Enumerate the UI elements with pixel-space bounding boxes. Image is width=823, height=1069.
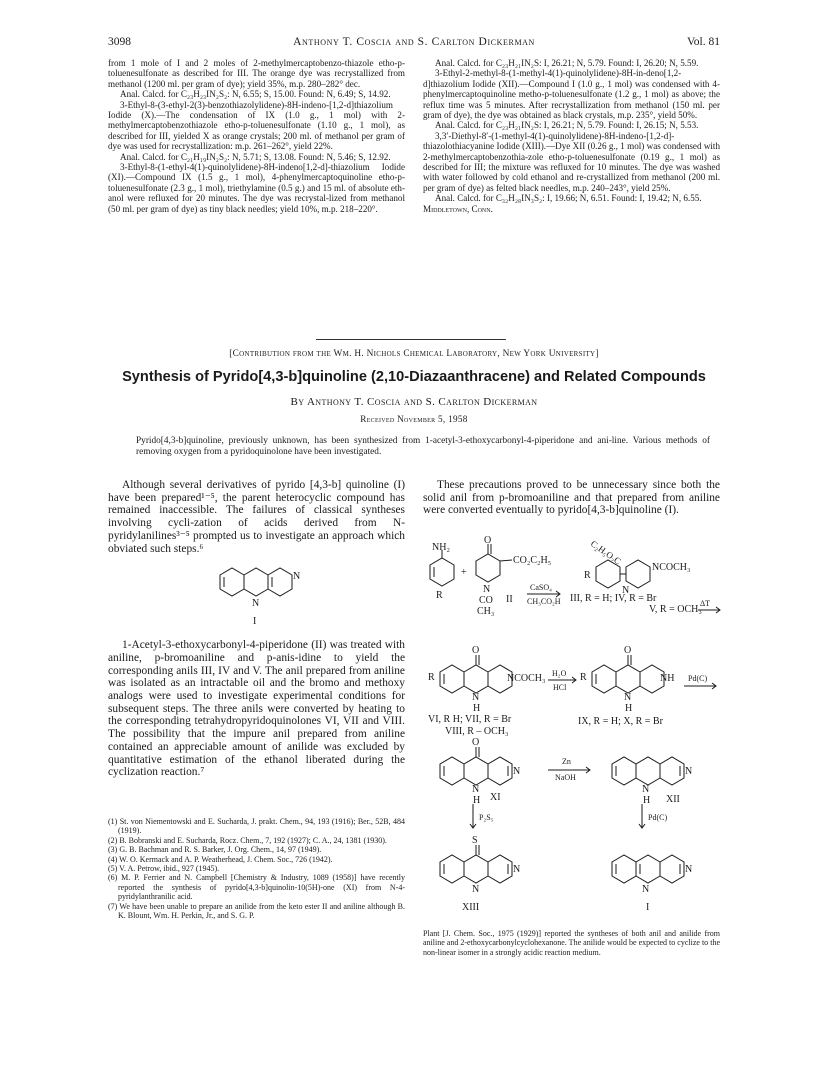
body-paragraph: Although several derivatives of pyrido [4,3-b] quinoline (I) have been prepared¹⁻⁵, the parent heterocyclic compound has remained inaccessible. The failures of classical syntheses involving cycli-zation of acids derived from N-pyridylanilines³⁻⁵ prompted us to investigate an approach which obviated such steps.⁶ [108,479,405,555]
hydrogen-label: H [643,795,651,806]
reagent-label: H₂O [552,669,567,678]
atom-label: N [642,884,650,895]
reagent-label: HCl [553,683,567,692]
methyl-label: CH₃ [477,606,495,617]
article-title: Synthesis of Pyrido[4,3-b]quinoline (2,10-Diazaanthracene) and Related Compounds [122,369,706,385]
analysis-line: Anal. Calcd. for C₂₁H₁₉IN₂S₂: N, 5.71; S, 13.08. Found: N, 5.46; S, 12.92. [120,151,391,162]
dehydrogenation-arrow [684,683,716,689]
footnote: (4) W. O. Kermack and A. P. Weatherhead, J. Chem. Soc., 726 (1942). [108,854,333,864]
compound-label-III-IV: III, R = H; IV, R = Br [570,593,657,604]
hydrogen-label: H [473,795,481,806]
substituent-R: R [584,570,591,581]
acetyl-amide-label: NCOCH₃ [507,673,546,684]
compound-label-I: I [253,616,257,627]
analysis-line: Anal. Calcd. for C₂₃H₂₁IN₂S: I, 26.21; N, 5.79. Found: I, 26.15; N, 5.53. [435,120,699,131]
hydrogen-label: H [625,703,633,714]
structure-I [220,568,292,596]
analysis-line: Anal. Calcd. for C₂₃H₂₁IN₂S: I, 26.21; N, 5.79. Found: I, 26.20; N, 5.59. [435,58,699,68]
compound-label-XIII: XIII [462,902,480,913]
atom-label: N [513,864,521,875]
substituent-R: R [436,590,443,601]
contribution-line: [Contribution from the Wm. H. Nichols Chemical Laboratory, New York University] [229,349,599,359]
atom-label: N [472,692,480,703]
compound-label-XI: XI [490,792,501,803]
down-arrow-right [639,804,645,828]
down-arrow-left [470,804,476,828]
atom-label: S [472,835,478,846]
volume-number: Vol. 81 [686,36,720,48]
dihydro-XII-structure [612,757,684,785]
atom-label: N [472,884,480,895]
compound-label-V: V, R = OCH₃ [649,604,702,615]
compound-paragraph: 3-Ethyl-8-(1-ethyl-4(1)-quinolylidene)-8H-indeno[1,2-d]-thiazolium Iodide (XI).—Compound IX (1.5 g., 1 mol), 4-phenylmercaptoquinoline etho-p-toluenesulfonate (2.3 g., 1 mol), triethylamine (0.5 g.) and 15 ml. of absolute eth-anol were refluxed for 20 minutes. The dye was recrystal-lized from methanol (50 ml. per gram of dye) as tiny black needles; yield 10%, m.p. 218–220°. [108,162,405,214]
reagent-label: Pd(C) [648,813,668,822]
compound-paragraph: 3,3′-Diethyl-8′-(1-methyl-4(1)-quinolylidene)-8H-indeno-[1,2-d]-thiazolothiacyanine Iodide (XIII).—Dye XII (0.26 g., 1 mol) was condensed with 2-methylmercaptobenzothia-zole etho-p-toluenesulfonate (0.19 g., 1 mol) as described for III; the mixture was refluxed for 10 minutes. The dye was washed with water followed by cold ethanol and re-crystallized from methanol (200 ml. per gram of dye) as felted black needles, m.p. 240–243°, yield 25%. [423,130,720,193]
atom-label: N [293,571,301,582]
compound-label-II: II [506,594,513,605]
reagent-label: Pd(C) [688,674,708,683]
aniline-structure [430,550,454,586]
atom-label: O [624,645,632,656]
footnote: (3) G. B. Bachman and R. S. Barker, J. Org. Chem., 14, 97 (1949). [108,845,322,855]
page-number: 3098 [108,36,131,48]
atom-label: N [483,584,491,595]
acyl-label: CO [479,595,493,606]
acetyl-amide-label: NCOCH₃ [652,562,691,573]
body-paragraph: 1-Acetyl-3-ethoxycarbonyl-4-piperidone (II) was treated with aniline, p-bromoaniline and p-anis-idine to yield the corresponding anils III, IV and V. The anil prepared from aniline was isolated as an intractable oil and the bromo and methoxy analogs were used to investigate experimental conditions for subsequent steps. The three anils were converted by heating to the corresponding tetrahydropyridoquinolones VI, VII and VIII. The possibility that the impure anil prepared from aniline contained an appreciable amount of anilide was excluded by quantitative estimation of the ethanol liberated during the cyclization reaction.⁷ [108,639,405,779]
anil-III-structure [596,560,650,588]
atom-label: N [642,784,650,795]
hydrogen-label: H [473,703,481,714]
footnote: (1) St. von Niementowski and E. Sucharda, J. prakt. Chem., 94, 193 (1916); Ber., 52B, 484 (1919). [108,817,405,836]
substituent-R: R [580,672,587,683]
atom-label: N [472,784,480,795]
analysis-line: Anal. Calcd. for C₃₂H₂₈IN₃S₂: I, 19.66; N, 6.51. Found: I, 19.42; N, 6.55. [435,193,702,204]
article-authors: By Anthony T. Coscia and S. Carlton Dickerman [290,396,538,408]
reagent-label: CH₃CO₂H [527,597,561,606]
atom-label: O [484,535,492,546]
ester-label: C₂H₅O₂C [588,538,623,567]
amine-label: NH₂ [432,542,450,553]
compound-label-XII: XII [666,794,680,805]
pyridoquinolone-VI-structure [440,655,512,693]
footnote: Plant [J. Chem. Soc., 1975 (1929)] reported the syntheses of both anil and anilide from aniline and 2-ethoxycarbonylcyclohexanone. The anilide would be expected to cyclize to the non-linear isomer in a strongly acidic reaction medium. [423,929,720,957]
reagent-label: P₂S₅ [479,813,494,822]
reagent-label: NaOH [555,773,576,782]
ester-label: CO₂C₂H₅ [513,555,552,566]
compound-label-I: I [646,902,650,913]
footnote: (7) We have been unable to prepare an anilide from the keto ester II and aniline although B. K. Blount, Wm. H. Perkin, Jr., and S. G. P. [108,901,405,921]
reagent-label: Zn [562,757,571,766]
compound-paragraph: 3-Ethyl-8-(3-ethyl-2(3)-benzothiazolylidene)-8H-indeno-[1,2-d]thiazolium Iodide (X).—The condensation of IX (1.0 g., 1 mol) with 2-methylmercaptobenzothiazole etho-p-toluenesulfonate (1.10 g., 1 mol), as described for III, yielded X as orange crystals; 200 ml. of methanol per gram of dye was used for recrystallization: m.p. 261–262°, yield 22%. [108,99,405,152]
atom-label: N [252,598,260,609]
atom-label: N [624,692,632,703]
atom-label: N [685,864,693,875]
atom-label: O [472,645,480,656]
footnote: (6) M. P. Ferrier and N. Campbell [Chemistry & Industry, 1089 (1958)] have recently reported the synthesis of pyrido[4,3-b]quinolin-10(5H)-one (XI) from N-4-pyridylanthranilic acid. [108,873,405,902]
pyridoquinolone-IX-structure [592,655,664,693]
running-head-authors: Anthony T. Coscia and S. Carlton Dickerman [293,36,535,48]
substituent-R: R [428,672,435,683]
compound-label-VIII: VIII, R – OCH₃ [445,726,509,737]
plus-sign: + [461,567,467,578]
compound-paragraph: 3-Ethyl-2-methyl-8-(1-methyl-4(1)-quinolylidene)-8H-in-deno[1,2-d]thiazolium Iodide (XII).—Compound I (1.0 g., 1 mol) was condensed with 4-phenylmercaptoquinoline metho-p-toluenesulfonate (1.2 g., 1 mol) as above; the reflux time was 5 minutes. After recrystallization from methanol (150 ml. per gram of dye), the dye was obtained as black crystals, m.p. 235°, yield 50%. [423,68,720,121]
heat-label: ΔT [700,599,711,608]
piperidone-II-structure [476,544,512,582]
thione-XIII-structure [440,845,512,883]
compound-label-VI-VII: VI, R H; VII, R = Br [428,714,512,725]
abstract: Pyrido[4,3-b]quinoline, previously unknown, has been synthesized from 1-acetyl-3-ethoxycarbonyl-4-piperidone and ani-line. Various methods of removing oxygen from a pyridoquinolone have been investigated. [136,436,710,457]
atom-label: N [513,766,521,777]
atom-label: N [685,766,693,777]
paragraph: from 1 mole of I and 2 moles of 2-methylmercaptobenzo-thiazole etho-p-toluenesulfonate as described for III. The orange dye was recrystallized from methanol (1200 ml. per gram of dye); yield 35%, m.p. 280–282° dec. [108,58,405,89]
location-line: Middletown, Conn. [423,203,493,214]
compound-label-IX-X: IX, R = H; X, R = Br [578,716,663,727]
pyridoquinoline-I-structure [612,855,684,883]
body-paragraph: These precautions proved to be unnecessary since both the solid anil from p-bromoaniline and that prepared from aniline were converted eventually to pyrido[4,3-b]quinoline (I). [423,479,720,517]
received-date: Received November 5, 1958 [360,414,468,424]
quinolone-XI-structure [440,747,512,785]
amine-label: NH [660,673,675,684]
footnote: (2) B. Bobranski and E. Sucharda, Rocz. Chem., 7, 192 (1927); C. A., 24, 1381 (1930). [108,835,387,845]
analysis-line: Anal. Calcd. for C₂₃H₂₃IN₂S₂: N, 6.55; S, 15.00. Found: N, 6.49; S, 14.92. [120,89,391,100]
atom-label: O [472,737,480,748]
atom-label: N [622,585,630,596]
footnote: (5) V. A. Petrow, ibid., 927 (1945). [108,864,220,874]
reagent-label: CaSO₄ [530,583,552,592]
